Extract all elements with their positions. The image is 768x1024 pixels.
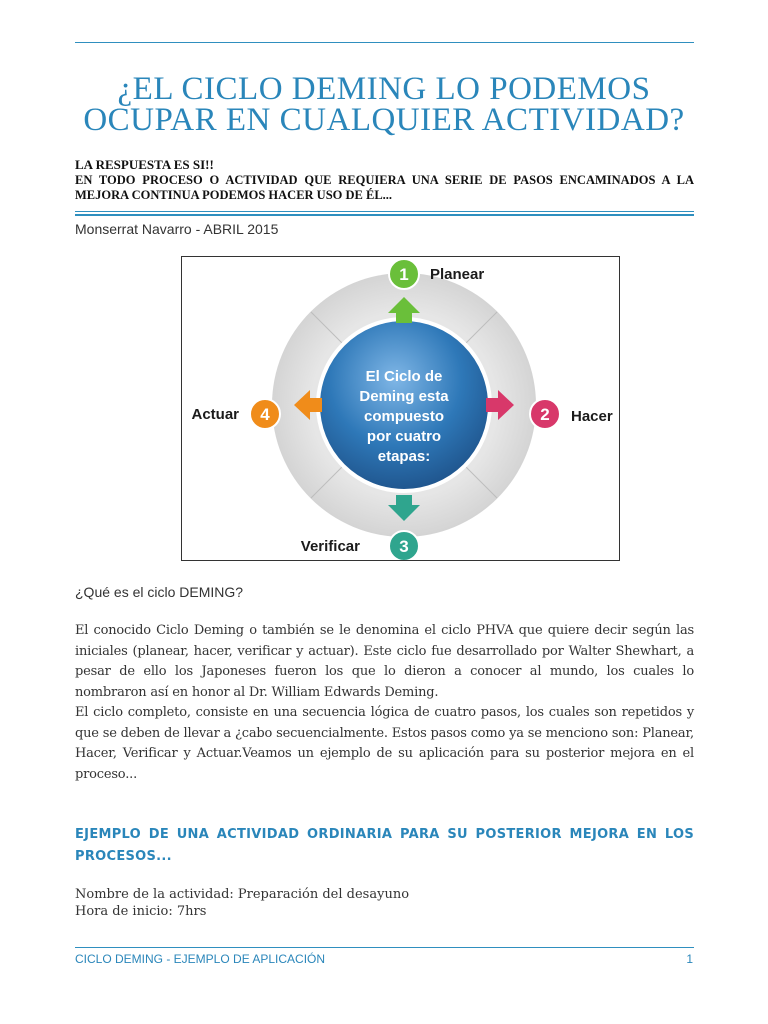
document-title: ¿EL CICLO DEMING LO PODEMOS OCUPAR EN CUALQUIER ACTIVIDAD? (83, 71, 685, 138)
subtitle-text: EN TODO PROCESO O ACTIVIDAD QUE REQUIERA UNA SERIE DE PASOS ENCAMINADOS A LA MEJORA CONTINUA PODEMOS HACER USO DE ÉL... (75, 173, 694, 202)
step-number: 4 (260, 405, 270, 424)
deming-cycle-figure (181, 256, 620, 561)
center-text-line: etapas: (377, 448, 431, 465)
step-label: Actuar (191, 406, 239, 423)
header-divider (75, 211, 694, 212)
activity-start: Hora de inicio: 7hrs (75, 904, 207, 919)
paragraph: El conocido Ciclo Deming o también se le denomina el ciclo PHVA que quiere decir según las iniciales (planear, hacer, verificar y actuar). Este ciclo fue desarrollado por Walter Shewhart, a pesar de ello los Japoneses fueron los que lo dieron a conocer al mundo, los cuales lo nombraron así en honor al Dr. William Edwards Deming. (75, 623, 694, 700)
step-number: 2 (540, 405, 550, 424)
step-number: 1 (399, 265, 409, 284)
answer-heading: LA RESPUESTA ES SI!! (75, 157, 214, 172)
paragraph: El ciclo completo, consiste en una secuencia lógica de cuatro pasos, los cuales son repetidos y que se deben de llevar a ¿cabo secuencialmente. Estos pasos como ya se menciono son: Planear, Hacer, Verificar y Actuar.Veamos un ejemplo de su aplicación para su posterior mejora en el proceso... (75, 705, 694, 782)
activity-info (75, 886, 409, 920)
activity-name: Nombre de la actividad: Preparación del desayuno (75, 887, 410, 902)
step-label: Hacer (571, 408, 613, 425)
question-text: ¿Qué es el ciclo DEMING? (75, 584, 244, 600)
step-label: Verificar (300, 538, 360, 555)
page-number: 1 (686, 952, 693, 966)
center-text-line: compuesto (363, 408, 445, 425)
center-text-line: Deming esta (359, 388, 449, 405)
body-text (75, 621, 694, 785)
footer-divider (75, 947, 694, 948)
deming-cycle-diagram (182, 257, 619, 560)
header-divider-thick (75, 214, 694, 216)
center-circle (318, 319, 490, 491)
step-number: 3 (399, 537, 409, 556)
center-text-line: por cuatro (366, 428, 442, 445)
author-line: Monserrat Navarro - ABRIL 2015 (75, 221, 279, 237)
step-label: Planear (430, 266, 485, 283)
footer-title: CICLO DEMING - EJEMPLO DE APLICACIÓN (75, 952, 326, 966)
example-heading: EJEMPLO DE UNA ACTIVIDAD ORDINARIA PARA SU POSTERIOR MEJORA EN LOS PROCESOS... (75, 827, 694, 864)
center-text-line: El Ciclo de (365, 368, 443, 385)
top-divider (75, 42, 694, 43)
